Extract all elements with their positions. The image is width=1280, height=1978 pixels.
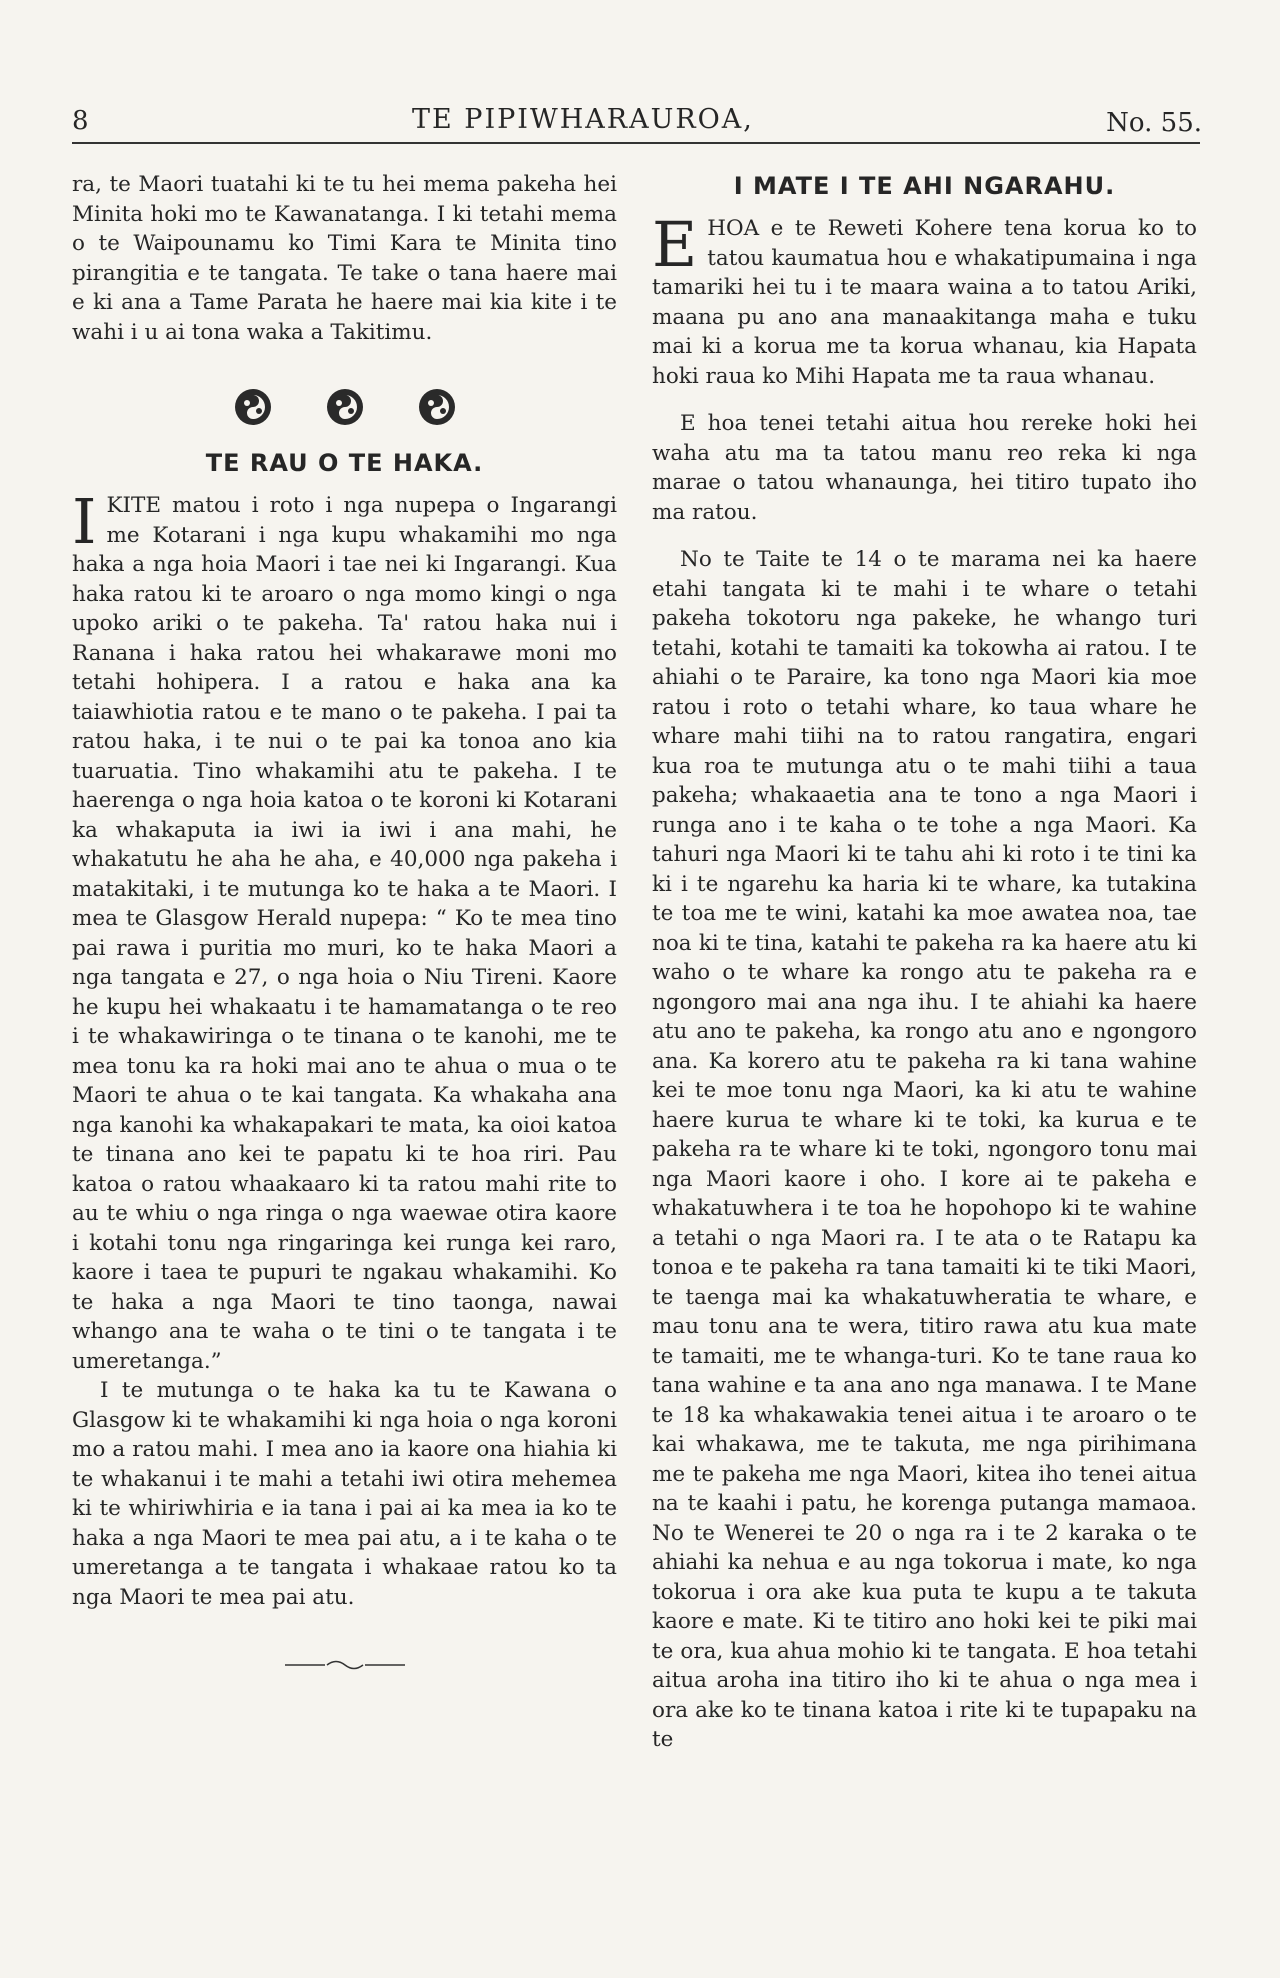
header-rule [72,142,1200,144]
koru-ornament-icon [325,387,365,427]
section-end-divider-icon [72,1658,617,1672]
letter-paragraph-2: E hoa tenei tetahi aitua hou rereke hoki hei waha atu ma ta tatou manu reo reka ki nga marae o tatou whanaunga, hei titiro tupato iho ma ratou. [652,411,1197,525]
koru-ornament-icon [233,387,273,427]
drop-cap: E [652,208,698,281]
issue-number: No. 55. [1106,108,1202,138]
haka-paragraph-1: IKITE matou i roto i nga nupepa o Ingarangi me Kotarani i nga kupu whakamihi mo nga haka a nga hoia Maori i tae nei ki Ingarangi. Kua haka ratou ki te aroaro o nga momo kingi o nga upoko ariki o te pakeha. Ta' ratou haka nui i Ranana i haka ratou hei whakarawe moni mo tetahi hohipera. I a ratou e haka ana ka taiawhiotia ratou e te mano o te pakeha. I pai ta ratou haka, i te nui o te pai ka tonoa ano kia tuaruatia. Tino whakamihi atu te pakeha. I te haerenga o nga hoia katoa o te koroni ki Kotarani ka whakaputa ia iwi ia iwi i ana mahi, he whakatutu he aha he aha, e 40,000 nga pakeha i matakitaki, i te mutunga ko te haka a te Maori. I mea te Glasgow Herald nupepa: “ Ko te mea tino pai rawa i puritia mo muri, ko te haka Maori a nga tangata e 27, o nga hoia o Niu Tireni. Kaore he kupu hei whakaatu i te hamamatanga o te reo i te whakawiringa o te tinana o te kanohi, me te mea tonu ka ra hoki mai ano te ahua o mua o te Maori te ahua o te kai tangata. Ka whakaha ana nga kanohi ka whakapakari te mata, ka oioi katoa te tinana ano kei te papatu ki te hoa riri. Pau katoa o ratou whaakaaro ki ta ratou mahi rite to au te whiu o nga ringa o nga waewae otira kaore i kotahi tonu nga ringaringa kei runga kei raro, kaore i taea te pupuri te ngakau whakamihi. Ko te haka a nga Maori te tino taonga, nawai whango ana te waha o te tini o te tangata i te umeretanga.” [72,485,617,1374]
right-column [652,170,1197,1755]
koru-ornament-icon [417,387,457,427]
newspaper-title: TE PIPIWHARAUROA, [412,104,754,135]
left-column [72,170,617,1672]
drop-cap: I [72,485,97,558]
haka-section-heading: TE RAU O TE HAKA. [205,449,484,477]
intro-paragraph: ra, te Maori tuatahi ki te tu hei mema pakeha hei Minita hoki mo te Kawanatanga. I ki tetahi mema o te Waipounamu ko Timi Kara te Minita tino pirangitia e te tangata. Te take o tana haere mai e ki ana a Tame Parata he haere mai kia kite i te wahi i u ai tona waka a Takitimu. [72,172,617,345]
letter-paragraph-1: EHOA e te Reweti Kohere tena korua ko to tatou kaumatua hou e whakatipumaina i nga tamariki hei tu i te maara waina a to tatou Ariki, maana pu ano ana manaakitanga maha e tuku mai ki a korua me ta korua whanau, kia Hapata hoki raua ko Mihi Hapata me ta raua whanau. [652,208,1197,389]
page-header [72,98,1202,138]
ahi-ngarahu-heading: I MATE I TE AHI NGARAHU. [733,172,1116,200]
haka-paragraph-2: I te mutunga o te haka ka tu te Kawana o Glasgow ki te whakamihi ki nga hoia o nga koroni mo a ratou mahi. I mea ano ia kaore ona hiahia ki te whakanui i te mahi a tetahi iwi otira mehemea ki te whiriwhiria e ia tana i pai ai ka mea ia ko te haka a nga Maori te mea pai atu, a i te kaha o te umeretanga a te tangata i whakaae ratou ko ta nga Maori te mea pai atu. [72,1378,617,1610]
letter-paragraph-3: No te Taite te 14 o te marama nei ka haere etahi tangata ki te mahi i te whare o tetahi pakeha tokotoru nga pakeke, he whango turi tetahi, kotahi te tamaiti ka tokowha ai ratou. I te ahiahi o te Paraire, ka tono nga Maori kia moe ratou i roto o tetahi whare, ko taua whare he whare mahi tiihi na to ratou rangatira, engari kua roa te mutunga atu o te mahi tiihi a taua pakeha; whakaaetia ana te tono a nga Maori i runga ano i te kaha o te tohe a nga Maori. Ka tahuri nga Maori ki te tahu ahi ki roto i te tini ka ki i te ngarehu ka haria ki te whare, ka tutakina te toa me te wini, katahi ka moe awatea noa, tae noa ki te tina, katahi te pakeha ra ka haere atu ki waho o te whare ka rongo atu te pakeha ra e ngongoro mai ana nga ihu. I te ahiahi ka haere atu ano te pakeha, ka rongo atu ano e ngongoro ana. Ka korero atu te pakeha ra ki tana wahine kei te moe tonu nga Maori, ka ki atu te wahine haere kurua te whare ki te toki, ka kurua e te pakeha ra te whare ki te toki, ngongoro tonu mai nga Maori kaore i oho. I kore ai te pakeha e whakatuwhera i te toa he hopohopo ki te wahine a tetahi o nga Maori ra. I te ata o te Ratapu ka tonoa e te pakeha ra tana tamaiti ki te tiki Maori, te taenga mai ka whakatuwheratia te whare, e mau tonu ana te wera, titiro rawa atu kua mate te tamaiti, me te whanga-turi. Ko te tane raua ko tana wahine e ta ana ano nga manawa. I te Mane te 18 ka whakawakia tenei aitua i te aroaro o te kai whakawa, me te takuta, me nga pirihimana me te pakeha me nga Maori, kitea iho tenei aitua na te kaahi i patu, he korenga putanga mamaoa. No te Wenerei te 20 o nga ra i te 2 karaka o te ahiahi ka nehua e au nga tokorua i mate, ko nga tokorua i ora ake kua puta te kupu a te takuta kaore e mate. Ki te titiro ano hoki kei te piki mai te ora, kua ahua mohio ki te tangata. E hoa tetahi aitua aroha ina titiro iho ki te ahua o nga mea i ora ake ko te tinana katoa i rite ki te tupapaku na te [652,547,1197,1752]
page-number: 8 [72,106,89,136]
ornament-row [72,387,617,427]
